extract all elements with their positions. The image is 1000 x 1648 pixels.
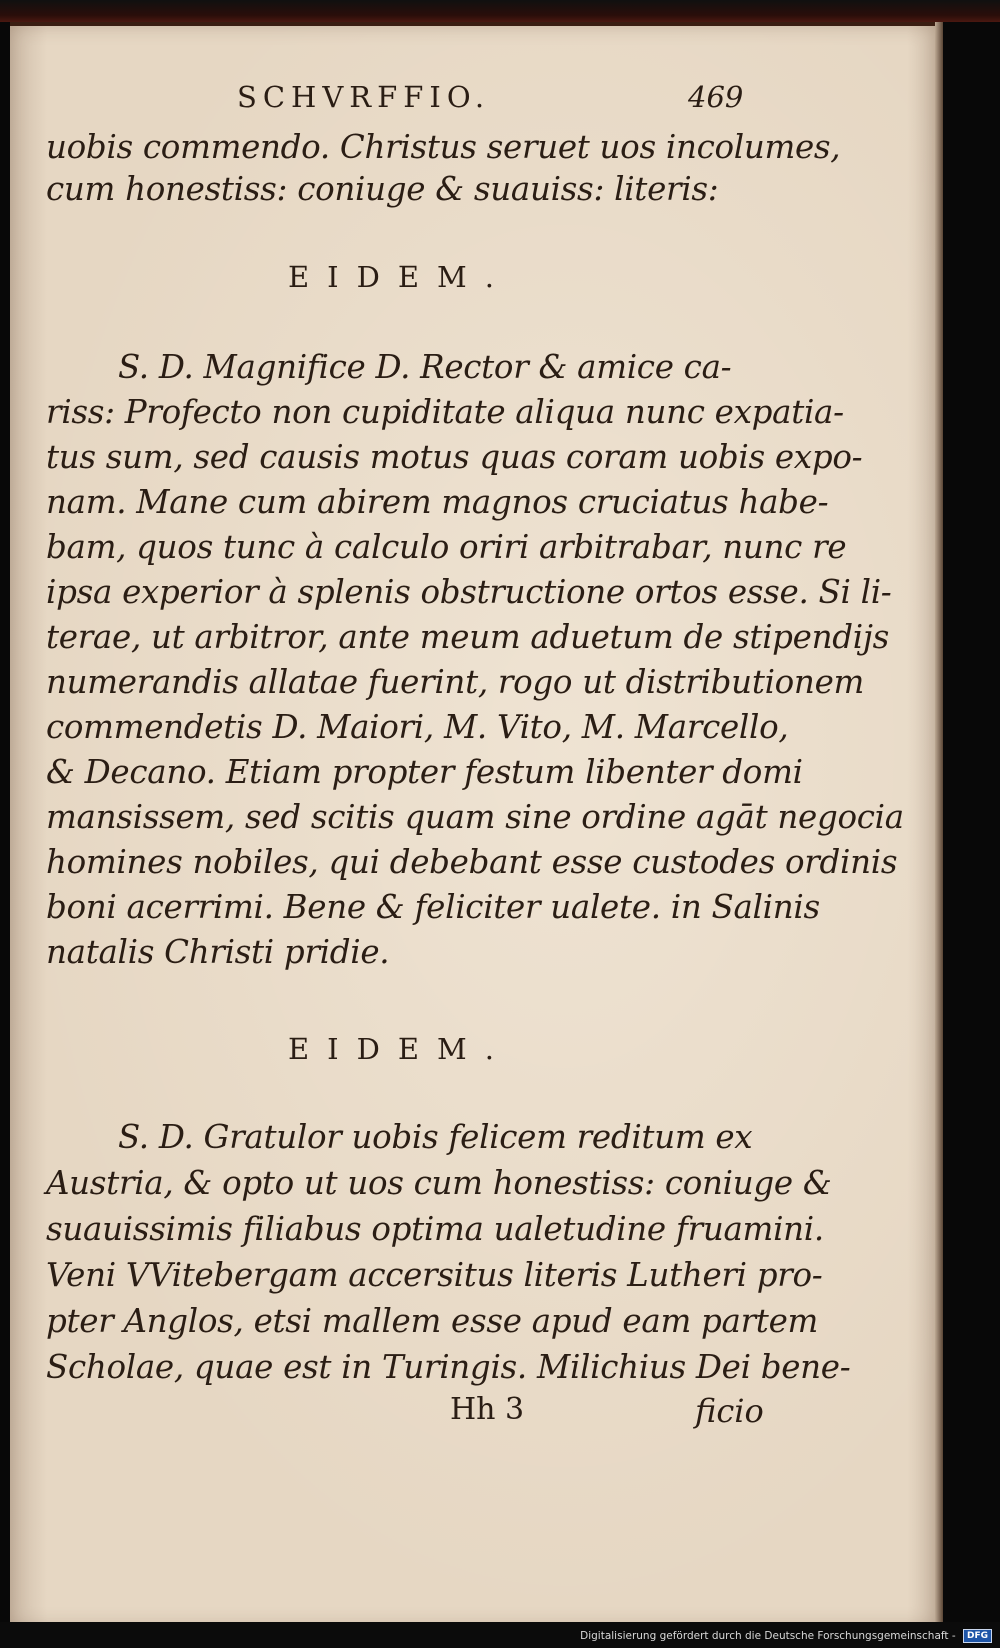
text-line: suauissimis filiabus optima ualetudine fruamini. (46, 1210, 824, 1248)
text-line: natalis Christi pridie. (46, 933, 390, 971)
text-line: boni acerrimi. Bene & feliciter ualete. in Salinis (46, 888, 820, 926)
text-line: pter Anglos, etsi mallem esse apud eam partem (46, 1302, 819, 1340)
text-line: Scholae, quae est in Turingis. Milichius Dei bene- (46, 1348, 851, 1386)
text-line: S. D. Gratulor uobis felicem reditum ex (118, 1118, 753, 1156)
dfg-logo-icon: DFG (963, 1629, 992, 1643)
text-line: terae, ut arbitror, ante meum aduetum de stipendijs (46, 618, 889, 656)
digitization-credit (580, 1629, 992, 1643)
text-line: nam. Mane cum abirem magnos cruciatus habe- (46, 483, 829, 521)
catchword: ficio (695, 1392, 764, 1430)
text-line: homines nobiles, qui debebant esse custodes ordinis (46, 843, 898, 881)
top-binding-edge (0, 0, 1000, 22)
text-line: mansissem, sed scitis quam sine ordine agāt negocia (46, 798, 904, 836)
text-line: bam, quos tunc à calculo oriri arbitrabar, nunc re (46, 528, 847, 566)
text-line: tus sum, sed causis motus quas coram uobis expo- (46, 438, 863, 476)
letter-heading: EIDEM. (288, 260, 512, 294)
running-head: SCHVRFFIO. (237, 80, 491, 114)
letter-heading: EIDEM. (288, 1032, 512, 1066)
text-line: cum honestiss: coniuge & suauiss: literis: (46, 170, 719, 208)
text-line: commendetis D. Maiori, M. Vito, M. Marcello, (46, 708, 789, 746)
signature-mark: Hh 3 (450, 1392, 525, 1427)
text-line: Austria, & opto ut uos cum honestiss: coniuge & (46, 1164, 832, 1202)
text-line: ipsa experior à splenis obstructione ortos esse. Si li- (46, 573, 892, 611)
text-line: numerandis allatae fuerint, rogo ut distributionem (46, 663, 865, 701)
text-line: Veni VVitebergam accersitus literis Lutheri pro- (46, 1256, 823, 1294)
credit-text: Digitalisierung gefördert durch die Deutsche Forschungsgemeinschaft - (580, 1630, 956, 1642)
text-line: riss: Profecto non cupiditate aliqua nunc expatia- (46, 393, 844, 431)
page-number: 469 (688, 80, 744, 114)
bottom-border (0, 1622, 1000, 1648)
text-line: uobis commendo. Christus seruet uos incolumes, (46, 128, 841, 166)
text-line: S. D. Magnifice D. Rector & amice ca- (118, 348, 732, 386)
text-line: & Decano. Etiam propter festum libenter domi (46, 753, 803, 791)
page-right-edge (935, 22, 943, 1622)
